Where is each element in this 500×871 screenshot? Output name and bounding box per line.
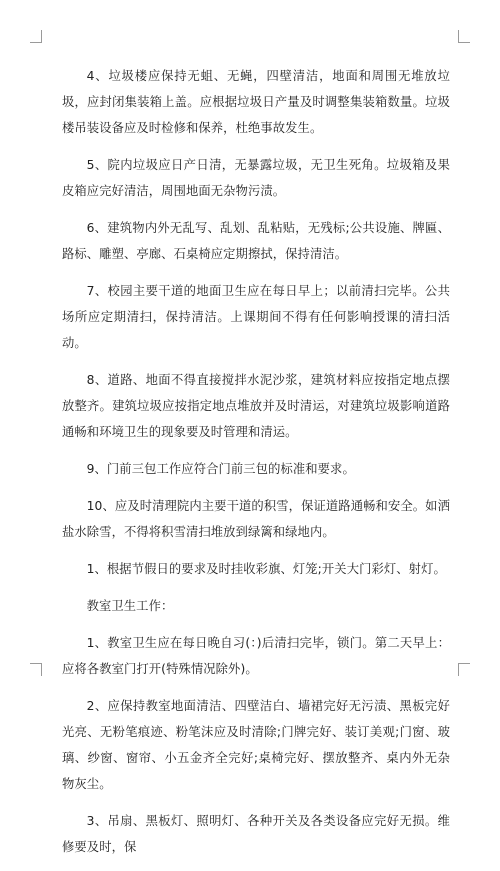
crop-mark-bottom-left-v <box>41 664 42 676</box>
paragraph: 8、道路、地面不得直接搅拌水泥沙浆，建筑材料应按指定地点摆放整齐。建筑垃圾应按指定地点堆放并及时清运，对建筑垃圾影响道路通畅和环境卫生的现象要及时管理和清运。 <box>62 373 450 439</box>
paragraph: 1、根据节假日的要求及时挂收彩旗、灯笼;开关大门彩灯、射灯。 <box>86 562 446 576</box>
crop-mark-top-right-v <box>458 30 459 42</box>
crop-mark-top-right-h <box>458 42 470 43</box>
paragraph: 3、吊扇、黑板灯、照明灯、各种开关及各类设备应完好无损。维修要及时，保 <box>62 814 450 854</box>
crop-mark-top-left-v <box>41 30 42 42</box>
paragraph: 9、门前三包工作应符合门前三包的标准和要求。 <box>86 462 355 476</box>
crop-mark-bottom-right-h <box>458 663 470 664</box>
section-heading: 教室卫生工作： <box>86 599 174 613</box>
paragraph: 2、应保持教室地面清洁、四壁洁白、墙裙完好无污渍、黑板完好光亮、无粉笔痕迹、粉笔沫应及时清除;门牌完好、装订美观;门窗、玻璃、纱窗、窗帘、小五金齐全完好;桌椅完好、摆放整齐、桌内外无杂物灰尘。 <box>62 699 450 791</box>
paragraph: 7、校园主要干道的地面卫生应在每日早上；以前清扫完毕。公共场所应定期清扫，保持清洁。上课期间不得有任何影响授课的清扫活动。 <box>62 284 450 350</box>
paragraph: 6、建筑物内外无乱写、乱划、乱粘贴，无残标;公共设施、牌匾、路标、雕塑、亭廊、石桌椅应定期擦拭，保持清洁。 <box>62 221 450 261</box>
paragraph: 10、应及时清理院内主要干道的积雪，保证道路通畅和安全。如洒盐水除雪，不得将积雪清扫堆放到绿篱和绿地内。 <box>62 499 450 539</box>
paragraph: 1、教室卫生应在每日晚自习(：)后清扫完毕，锁门。第二天早上：应将各教室门打开(特殊情况除外)。 <box>62 636 450 676</box>
paragraph: 5、院内垃圾应日产日清，无暴露垃圾，无卫生死角。垃圾箱及果皮箱应完好清洁，周围地面无杂物污渍。 <box>62 158 450 198</box>
crop-mark-top-left-h <box>30 42 42 43</box>
crop-mark-bottom-right-v <box>458 664 459 676</box>
paragraph: 4、垃圾楼应保持无蛆、无蝇，四壁清洁，地面和周围无堆放垃圾，应封闭集装箱上盖。应根据垃圾日产量及时调整集装箱数量。垃圾楼吊装设备应及时检修和保养，杜绝事故发生。 <box>62 69 450 135</box>
document-body <box>62 63 450 871</box>
